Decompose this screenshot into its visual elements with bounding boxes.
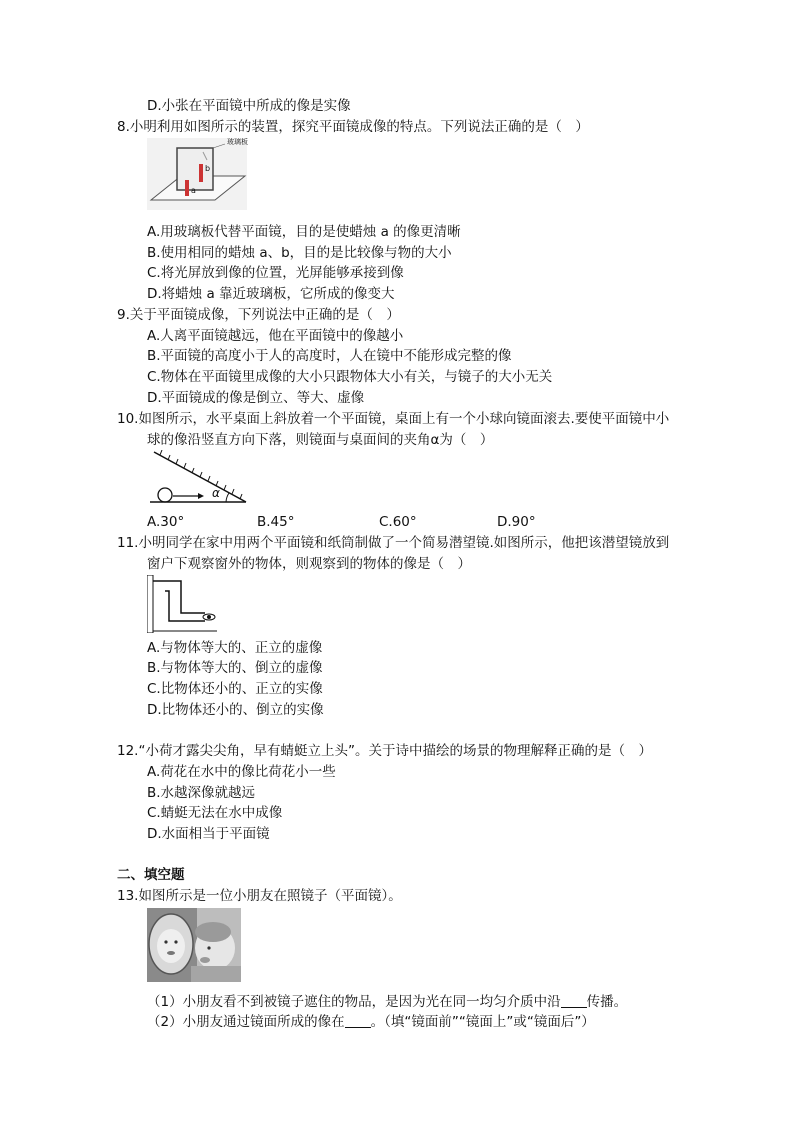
inclined-mirror-ball-illustration xyxy=(150,450,250,508)
q9-option-b: B.平面镜的高度小于人的高度时，人在镜中不能形成完整的像 xyxy=(147,348,512,364)
q10-stem-line1: 10.如图所示，水平桌面上斜放着一个平面镜，桌面上有一个小球向镜面滚去.要使平面镜中小 xyxy=(117,411,670,427)
q8-candle-a-label: a xyxy=(191,186,196,195)
q8-option-b: B.使用相同的蜡烛 a、b，目的是比较像与物的大小 xyxy=(147,245,452,261)
q9-option-d: D.平面镜成的像是倒立、等大、虚像 xyxy=(147,390,365,406)
q8-figure xyxy=(147,138,247,210)
q13-sub2-before: （2）小朋友通过镜面所成的像在 xyxy=(147,1014,345,1030)
q11-stem-line2: 窗户下观察窗外的物体，则观察到的物体的像是（ ） xyxy=(147,556,471,572)
q9-option-c: C.物体在平面镜里成像的大小只跟物体大小有关，与镜子的大小无关 xyxy=(147,369,553,385)
q11-option-d: D.比物体还小的、倒立的实像 xyxy=(147,702,324,718)
q8-option-c: C.将光屏放到像的位置，光屏能够承接到像 xyxy=(147,265,404,281)
q11-figure xyxy=(147,575,217,633)
q13-sub2-after: 。（填“镜面前”“镜面上”或“镜面后”） xyxy=(370,1014,595,1030)
q8-figure-label: 玻璃板 xyxy=(227,138,248,146)
q11-option-b: B.与物体等大的、倒立的虚像 xyxy=(147,660,323,676)
q12-option-c: C.蜻蜓无法在水中成像 xyxy=(147,805,283,821)
q12-option-b: B.水越深像就越远 xyxy=(147,785,256,801)
q8-stem: 8.小明利用如图所示的装置，探究平面镜成像的特点。下列说法正确的是（ ） xyxy=(117,119,589,135)
q13-stem: 13.如图所示是一位小朋友在照镜子（平面镜）。 xyxy=(117,888,402,904)
q10-option-d: D.90° xyxy=(497,514,536,530)
q8-option-d: D.将蜡烛 a 靠近玻璃板，它所成的像变大 xyxy=(147,286,395,302)
q8-option-a: A.用玻璃板代替平面镜，目的是使蜡烛 a 的像更清晰 xyxy=(147,224,461,240)
q7-option-d: D.小张在平面镜中所成的像是实像 xyxy=(147,98,351,114)
q11-stem-line1: 11.小明同学在家中用两个平面镜和纸筒制做了一个简易潜望镜.如图所示，他把该潜望镜放到 xyxy=(117,535,670,551)
q10-option-a: A.30° xyxy=(147,514,185,530)
q13-blank-2[interactable] xyxy=(345,1013,371,1028)
q9-stem: 9.关于平面镜成像，下列说法中正确的是（ ） xyxy=(117,307,400,323)
q10-angle-label: α xyxy=(212,486,220,500)
q11-option-c: C.比物体还小的、正立的实像 xyxy=(147,681,323,697)
q10-stem-line2: 球的像沿竖直方向下落，则镜面与桌面间的夹角α为（ ） xyxy=(147,432,494,448)
q12-stem: 12.“小荷才露尖尖角，早有蜻蜓立上头”。关于诗中描绘的场景的物理解释正确的是（ ） xyxy=(117,743,652,759)
q13-blank-1[interactable] xyxy=(561,993,587,1008)
q9-option-a: A.人离平面镜越远，他在平面镜中的像越小 xyxy=(147,328,404,344)
q13-figure xyxy=(147,908,241,982)
q10-option-b: B.45° xyxy=(257,514,295,530)
q13-sub1-before: （1）小朋友看不到被镜子遮住的物品，是因为光在同一均匀介质中沿 xyxy=(147,994,561,1010)
q11-option-a: A.与物体等大的、正立的虚像 xyxy=(147,640,323,656)
q13-sub1-after: 传播。 xyxy=(586,994,628,1010)
q12-option-a: A.荷花在水中的像比荷花小一些 xyxy=(147,764,336,780)
section-title: 二、填空题 xyxy=(117,867,185,883)
q12-option-d: D.水面相当于平面镜 xyxy=(147,826,270,842)
q8-candle-b-label: b xyxy=(205,164,211,173)
glass-plate-apparatus-illustration xyxy=(147,138,247,210)
periscope-illustration xyxy=(147,575,217,633)
q10-figure xyxy=(150,450,250,508)
q13-sub1 xyxy=(147,993,627,1011)
q10-option-c: C.60° xyxy=(379,514,417,530)
q13-sub2 xyxy=(147,1013,595,1031)
child-mirror-photo xyxy=(147,908,241,982)
